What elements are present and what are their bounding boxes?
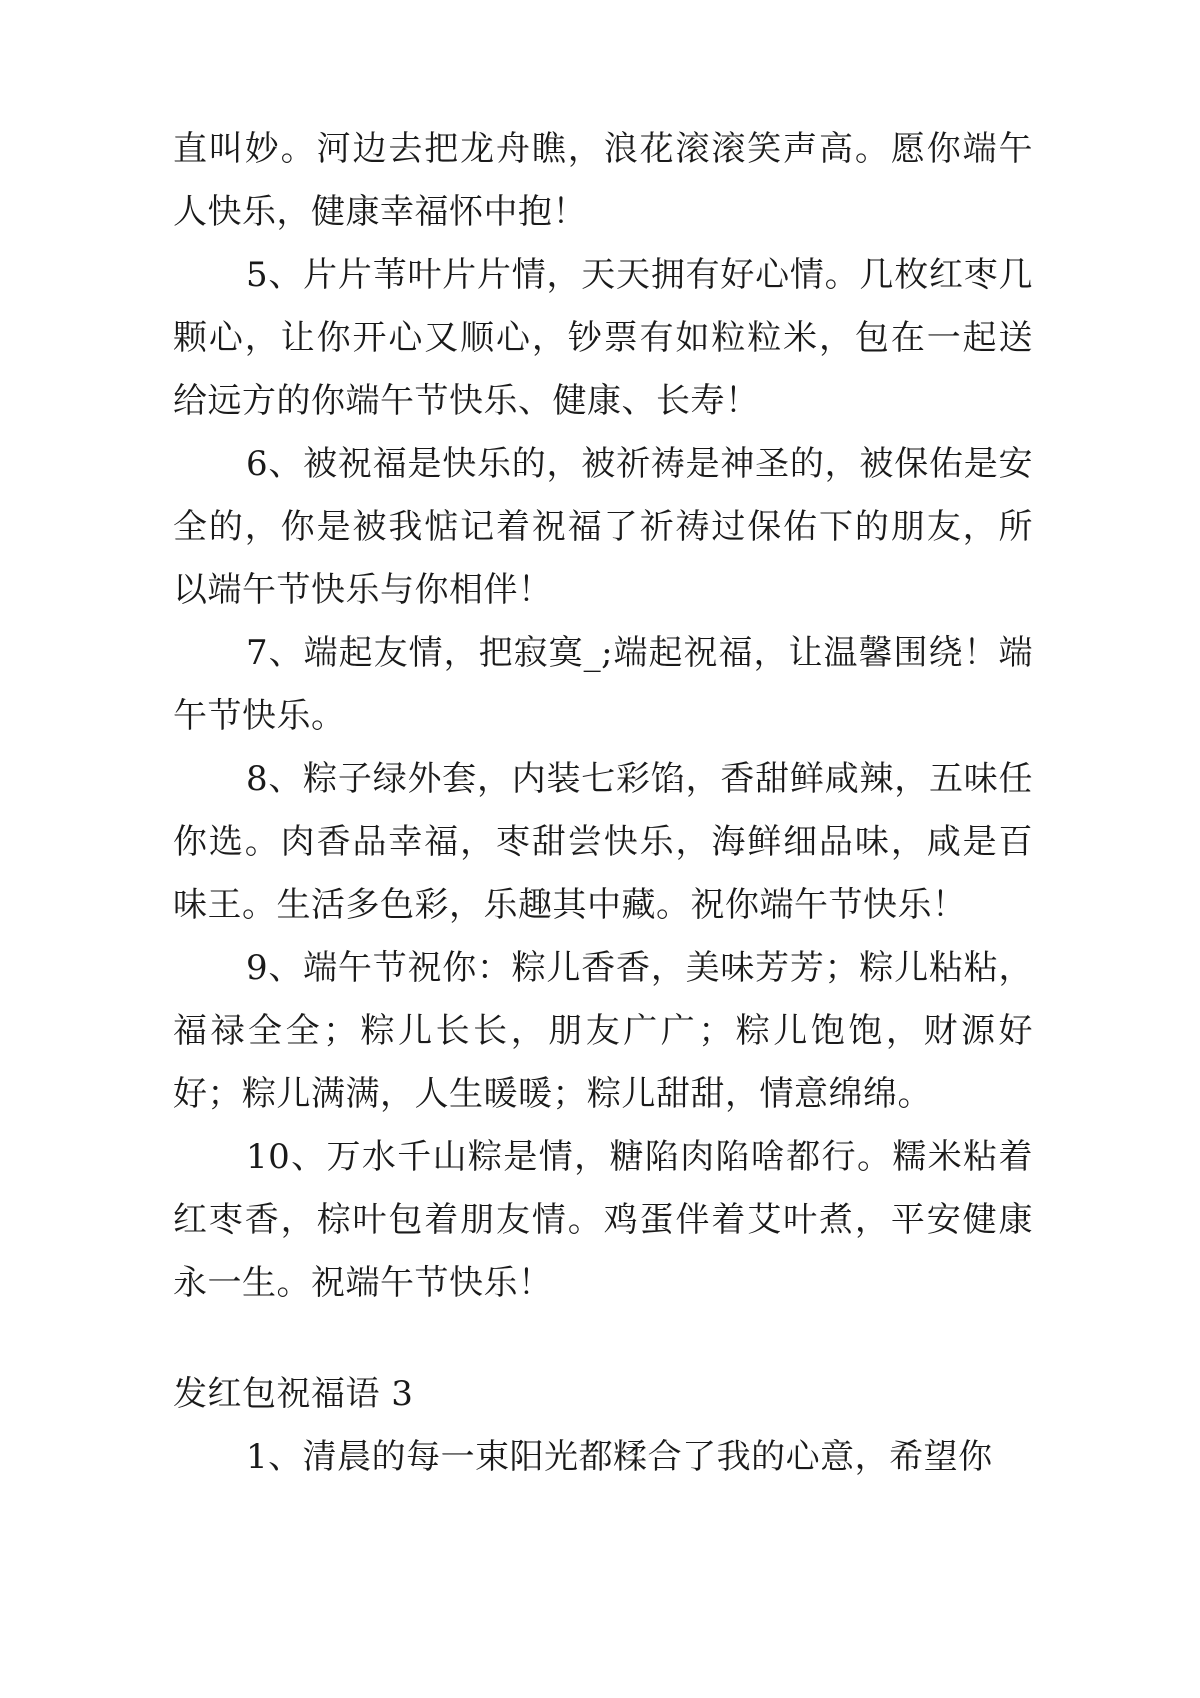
paragraph-item-10: 10、万水千山粽是情，糖陷肉陷啥都行。糯米粘着红枣香，棕叶包着朋友情。鸡蛋伴着艾叶煮，平安健康永一生。祝端午节快乐！ [173, 1137, 1033, 1303]
paragraph-item-7: 7、端起友情，把寂寞_;端起祝福，让温馨围绕！端午节快乐。 [173, 633, 1033, 736]
section-heading: 发红包祝福语 3 [173, 1374, 414, 1414]
paragraph-item-1: 1、清晨的每一束阳光都糅合了我的心意，希望你 [246, 1437, 993, 1477]
paragraph-item-8: 8、粽子绿外套，内装七彩馅，香甜鲜咸辣，五味任你选。肉香品幸福，枣甜尝快乐，海鲜细品味，咸是百味王。生活多色彩，乐趣其中藏。祝你端午节快乐！ [173, 759, 1033, 925]
document-body [173, 118, 1033, 1489]
paragraph-item-5: 5、片片苇叶片片情，天天拥有好心情。几枚红枣几颗心，让你开心又顺心，钞票有如粒粒米，包在一起送给远方的你端午节快乐、健康、长寿！ [173, 255, 1033, 421]
paragraph-item-6: 6、被祝福是快乐的，被祈祷是神圣的，被保佑是安全的，你是被我惦记着祝福了祈祷过保佑下的朋友，所以端午节快乐与你相伴！ [173, 444, 1033, 610]
paragraph-item-9: 9、端午节祝你：粽儿香香，美味芳芳；粽儿粘粘，福禄全全；粽儿长长，朋友广广；粽儿饱饱，财源好好；粽儿满满，人生暖暖；粽儿甜甜，情意绵绵。 [173, 948, 1033, 1114]
paragraph-continuation: 直叫妙。河边去把龙舟瞧，浪花滚滚笑声高。愿你端午人快乐，健康幸福怀中抱！ [173, 129, 1033, 232]
